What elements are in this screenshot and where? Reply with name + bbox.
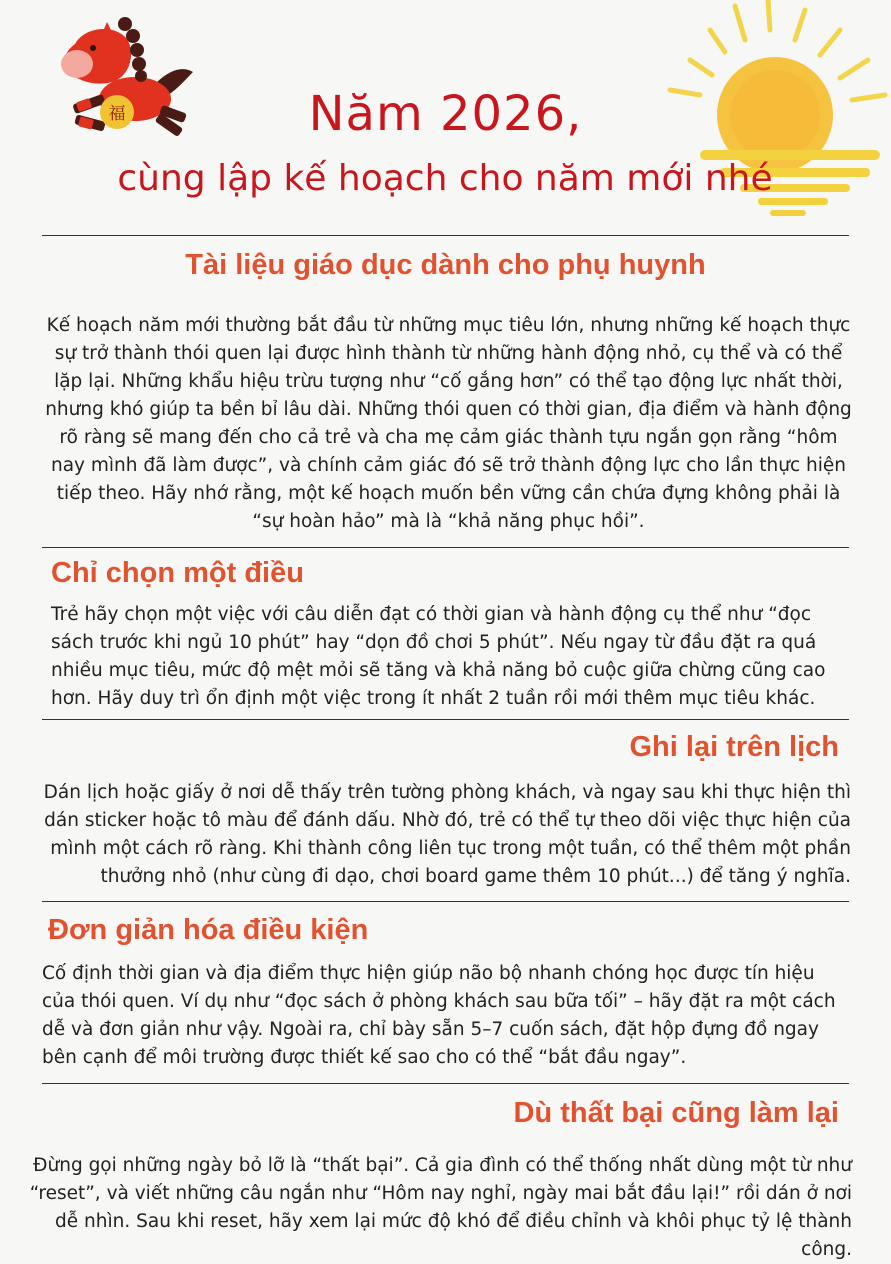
intro-heading: Tài liệu giáo dục dành cho phụ huynh xyxy=(185,249,706,281)
page-title-line-1: Năm 2026, xyxy=(308,86,583,142)
intro-body: Kế hoạch năm mới thường bắt đầu từ những mục tiêu lớn, nhưng những kế hoạch thực sự trở thành thói quen lại được hình thành từ những hành động nhỏ, cụ thể và có thể lặp lại. Những khẩu hiệu trừu tượng như “cố gắng hơn” có thể tạo động lực nhất thời, nhưng khó giúp ta bền bỉ lâu dài. Những thói quen có thời gian, địa điểm và hành động rõ ràng sẽ mang đến cho cả trẻ và cha mẹ cảm giác thành tựu ngắn gọn rằng “hôm nay mình đã làm được”, và chính cảm giác đó sẽ trở thành động lực cho lần thực hiện tiếp theo. Hãy nhớ rằng, một kế hoạch muốn bền vững cần chứa đựng không phải là “sự hoàn hảo” mà là “khả năng phục hồi”. xyxy=(45,315,852,532)
section-body-choose-one: Trẻ hãy chọn một việc với câu diễn đạt có thời gian và hành động cụ thể như “đọc sách trước khi ngủ 10 phút” hay “dọn đồ chơi 5 phút”. Nếu ngay từ đầu đặt ra quá nhiều mục tiêu, mức độ mệt mỏi sẽ tăng và khả năng bỏ cuộc giữa chừng cũng cao hơn. Hãy duy trì ổn định một việc trong ít nhất 2 tuần rồi mới thêm mục tiêu khác. xyxy=(51,604,826,709)
section-heading-calendar: Ghi lại trên lịch xyxy=(629,731,839,763)
divider xyxy=(42,901,849,902)
divider xyxy=(42,719,849,720)
section-heading-choose-one: Chỉ chọn một điều xyxy=(51,557,304,589)
section-body-simplify: Cố định thời gian và địa điểm thực hiện giúp não bộ nhanh chóng học được tín hiệu của thói quen. Ví dụ như “đọc sách ở phòng khách sau bữa tối” – hãy đặt ra một cách dễ và đơn giản như vậy. Ngoài ra, chỉ bày sẵn 5–7 cuốn sách, đặt hộp đựng đồ ngay bên cạnh để môi trường được thiết kế sao cho có thể “bắt đầu ngay”. xyxy=(42,963,836,1068)
section-heading-simplify: Đơn giản hóa điều kiện xyxy=(48,914,369,946)
section-heading-retry: Dù thất bại cũng làm lại xyxy=(513,1097,839,1129)
section-body-calendar: Dán lịch hoặc giấy ở nơi dễ thấy trên tường phòng khách, và ngay sau khi thực hiện thì dán sticker hoặc tô màu để đánh dấu. Nhờ đó, trẻ có thể tự theo dõi việc thực hiện của mình một cách rõ ràng. Khi thành công liên tục trong một tuần, có thể thêm một phần thưởng nhỏ (như cùng đi dạo, chơi board game thêm 10 phút...) để tăng ý nghĩa. xyxy=(43,782,851,887)
divider xyxy=(42,547,849,548)
divider xyxy=(42,1083,849,1084)
section-body-retry: Đừng gọi những ngày bỏ lỡ là “thất bại”. Cả gia đình có thể thống nhất dùng một từ như “reset”, và viết những câu ngắn như “Hôm nay nghỉ, ngày mai bắt đầu lại!” rồi dán ở nơi dễ nhìn. Sau khi reset, hãy xem lại mức độ khó để điều chỉnh và khôi phục tỷ lệ thành công. xyxy=(29,1155,852,1260)
page-title-line-2: cùng lập kế hoạch cho năm mới nhé xyxy=(117,158,773,199)
fortune-badge-text: 福 xyxy=(108,104,126,124)
divider xyxy=(42,235,849,236)
